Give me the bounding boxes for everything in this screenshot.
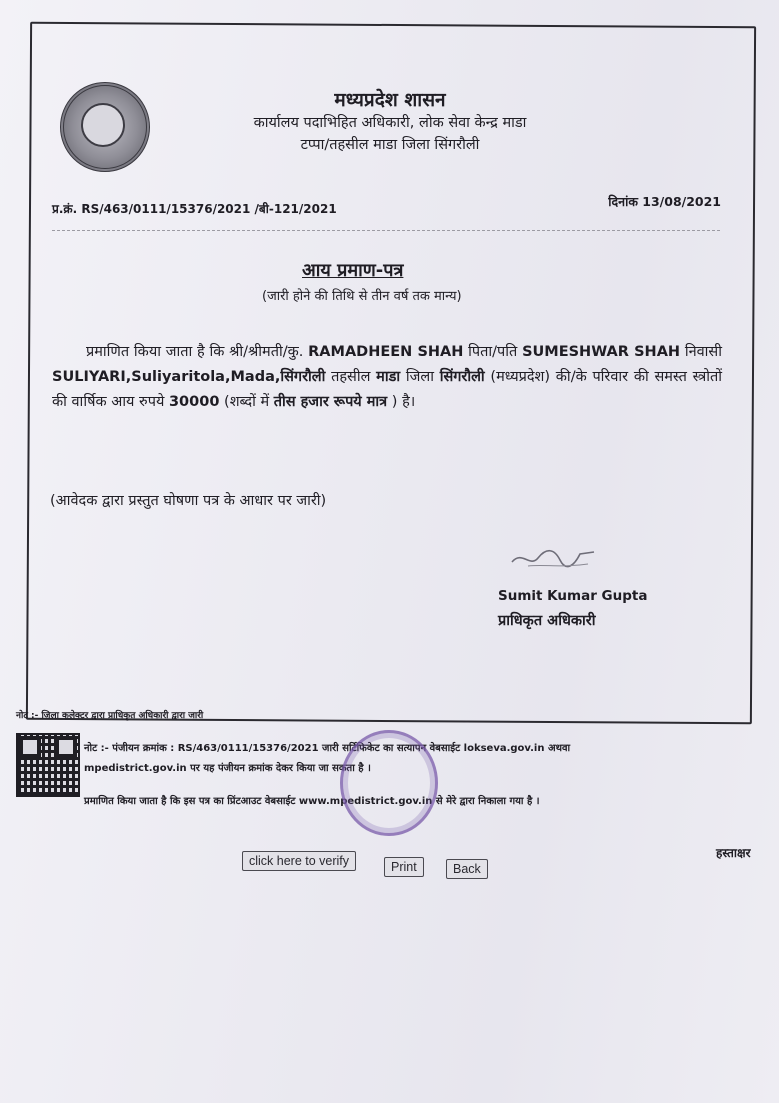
district: सिंगरौली	[439, 369, 485, 385]
declaration-note: (आवेदक द्वारा प्रस्तुत घोषणा पत्र के आधार पर जारी)	[50, 493, 327, 509]
body-text-3: निवासी	[680, 344, 722, 360]
issuer-note: नोट :- जिला कलेक्टर द्वारा प्राधिकृत अधिकारी द्वारा जारी	[16, 711, 204, 721]
certificate-body	[52, 340, 722, 415]
father-name: SUMESHWAR SHAH	[522, 344, 681, 360]
income-amount-words: तीस हजार रूपये मात्र	[273, 394, 388, 410]
body-text-6: (मध्यप्रदेश) की/के परिवार की समस्त स्त्रोतों की वार्षिक आय रुपये	[52, 369, 722, 410]
body-text-5: जिला	[400, 369, 440, 385]
official-stamp	[340, 730, 438, 836]
issue-date	[608, 193, 721, 210]
back-button[interactable]: Back	[446, 859, 488, 879]
date-value: 13/08/2021	[642, 194, 721, 209]
body-text-8: ) है।	[387, 394, 416, 410]
body-text-1: प्रमाणित किया जाता है कि श्री/श्रीमती/कु.	[86, 344, 309, 360]
date-label: दिनांक	[608, 194, 638, 209]
divider	[52, 230, 720, 231]
seal-center	[81, 103, 125, 147]
signatory-designation: प्राधिकृत अधिकारी	[498, 613, 596, 629]
certificate-title: आय प्रमाण-पत्र	[302, 260, 404, 281]
address: SULIYARI,Suliyaritola,Mada,सिंगरौली	[52, 369, 326, 385]
office-heading: कार्यालय पदाभिहित अधिकारी, लोक सेवा केन्द्र माडा	[253, 115, 527, 131]
signatory-name: Sumit Kumar Gupta	[498, 588, 648, 604]
body-text-7: (शब्दों में	[219, 394, 274, 410]
location-heading: टप्पा/तहसील माडा जिला सिंगरौली	[300, 137, 480, 153]
verification-note-1: नोट :- पंजीयन क्रमांक : RS/463/0111/15376/2021 जारी सर्टिफिकेट का सत्यापन वेबसाईट lokseva.gov.in अथवा	[84, 743, 571, 754]
verify-button[interactable]: click here to verify	[242, 851, 356, 871]
signature-label: हस्ताक्षर	[716, 846, 751, 860]
body-text-4: तहसील	[325, 369, 377, 385]
qr-code	[16, 733, 80, 797]
reference-number: प्र.क्रं. RS/463/0111/15376/2021 /बी-121/2021	[52, 202, 337, 216]
printout-note: प्रमाणित किया जाता है कि इस पत्र का प्रिंटआउट वेबसाईट www.mpedistrict.gov.in से मेरे द्वारा निकाला गया है ।	[84, 796, 540, 807]
applicant-name: RAMADHEEN SHAH	[308, 344, 464, 360]
handwritten-signature	[508, 544, 598, 574]
government-seal-emblem	[60, 82, 150, 172]
print-button[interactable]: Print	[384, 857, 424, 877]
tehsil: माडा	[376, 369, 401, 385]
income-amount: 30000	[168, 394, 220, 410]
verification-note-2: mpedistrict.gov.in पर यह पंजीयन क्रमांक देकर किया जा सकता है ।	[84, 763, 371, 774]
body-text-2: पिता/पति	[463, 344, 523, 360]
govt-heading: मध्यप्रदेश शासन	[334, 89, 446, 111]
validity-note: (जारी होने की तिथि से तीन वर्ष तक मान्य)	[262, 289, 462, 304]
